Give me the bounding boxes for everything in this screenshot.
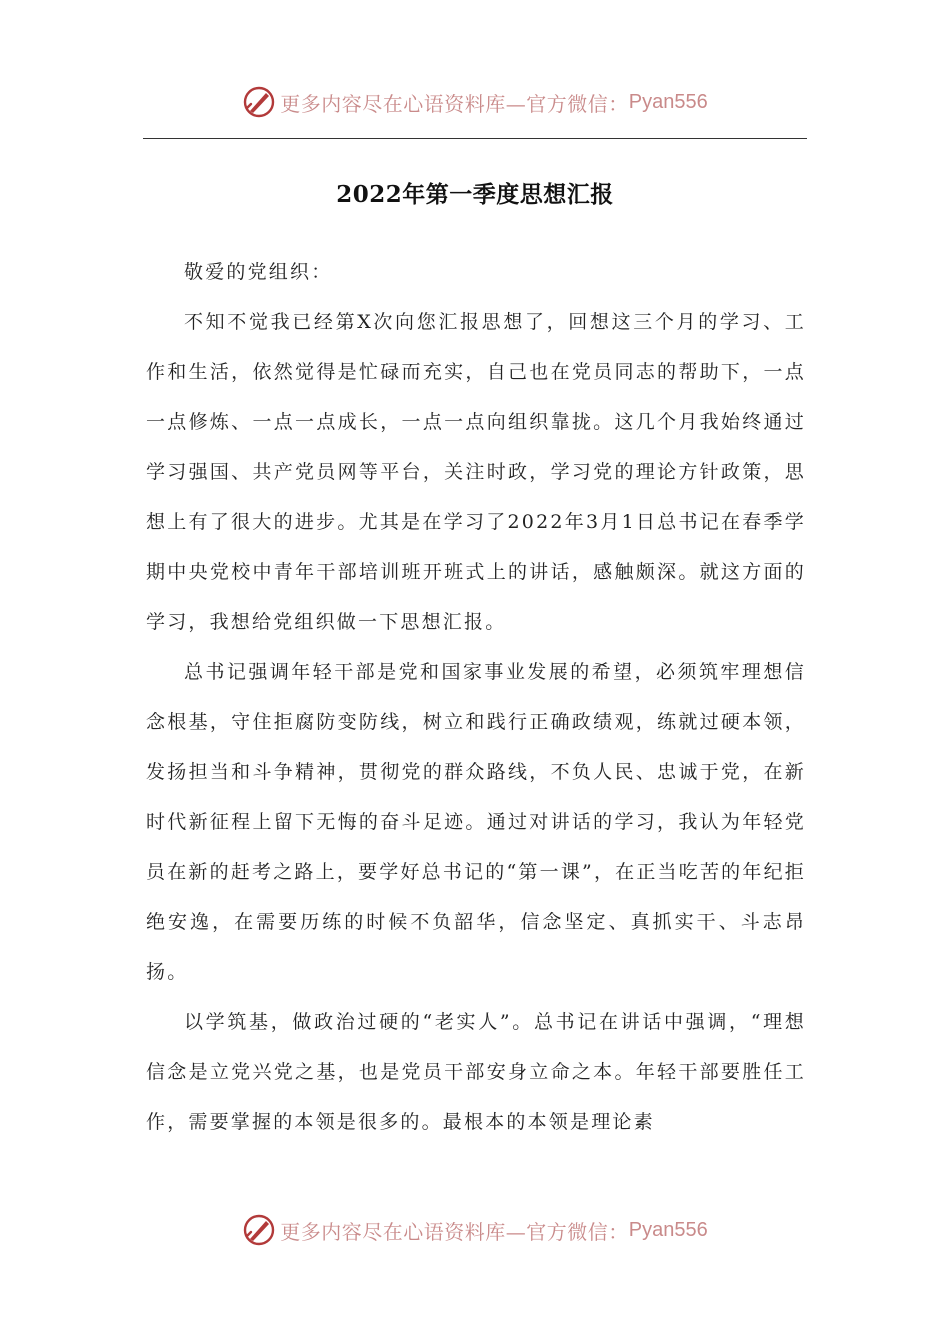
watermark-text: 更多内容尽在心语资料库—官方微信： — [280, 1219, 629, 1244]
pen-feather-logo-icon — [242, 1213, 276, 1247]
paragraph-1: 不知不觉我已经第X次向您汇报思想了，回想这三个月的学习、工作和生活，依然觉得是忙碌而充实，自己也在党员同志的帮助下，一点一点修炼、一点一点成长，一点一点向组织靠拢。这几个月我始终通过学习强国、共产党员网等平台，关注时政，学习党的理论方针政策，思想上有了很大的进步。尤其是在学习了2022年3月1日总书记在春季学期中央党校中青年干部培训班开班式上的讲话，感触颇深。就这方面的学习，我想给党组织做一下思想汇报。 — [146, 311, 806, 633]
paragraph-2: 总书记强调年轻干部是党和国家事业发展的希望，必须筑牢理想信念根基，守住拒腐防变防线，树立和践行正确政绩观，练就过硬本领，发扬担当和斗争精神，贯彻党的群众路线，不负人民、忠诚于党，在新时代新征程上留下无悔的奋斗足迹。通过对讲话的学习，我认为年轻党员在新的赶考之路上，要学好总书记的“第一课”，在正当吃苦的年纪拒绝安逸，在需要历练的时候不负韶华，信念坚定、真抓实干、斗志昂扬。 — [146, 661, 806, 983]
document-title: 2022年第一季度思想汇报 — [336, 181, 614, 208]
paragraph-3: 以学筑基，做政治过硬的“老实人”。总书记在讲话中强调，“理想信念是立党兴党之基，也是党员干部安身立命之本。年轻干部要胜任工作，需要掌握的本领是很多的。最根本的本领是理论素 — [146, 1011, 806, 1133]
watermark-wechat-id: Pyan556 — [628, 90, 708, 113]
header-watermark — [0, 82, 950, 122]
header-divider — [143, 138, 807, 139]
footer-watermark — [0, 1210, 950, 1250]
pen-feather-logo-icon — [242, 85, 276, 119]
watermark-wechat-id: Pyan556 — [628, 1218, 708, 1241]
salutation: 敬爱的党组织： — [184, 261, 333, 283]
document-body — [146, 247, 806, 1147]
watermark-text: 更多内容尽在心语资料库—官方微信： — [280, 91, 629, 116]
